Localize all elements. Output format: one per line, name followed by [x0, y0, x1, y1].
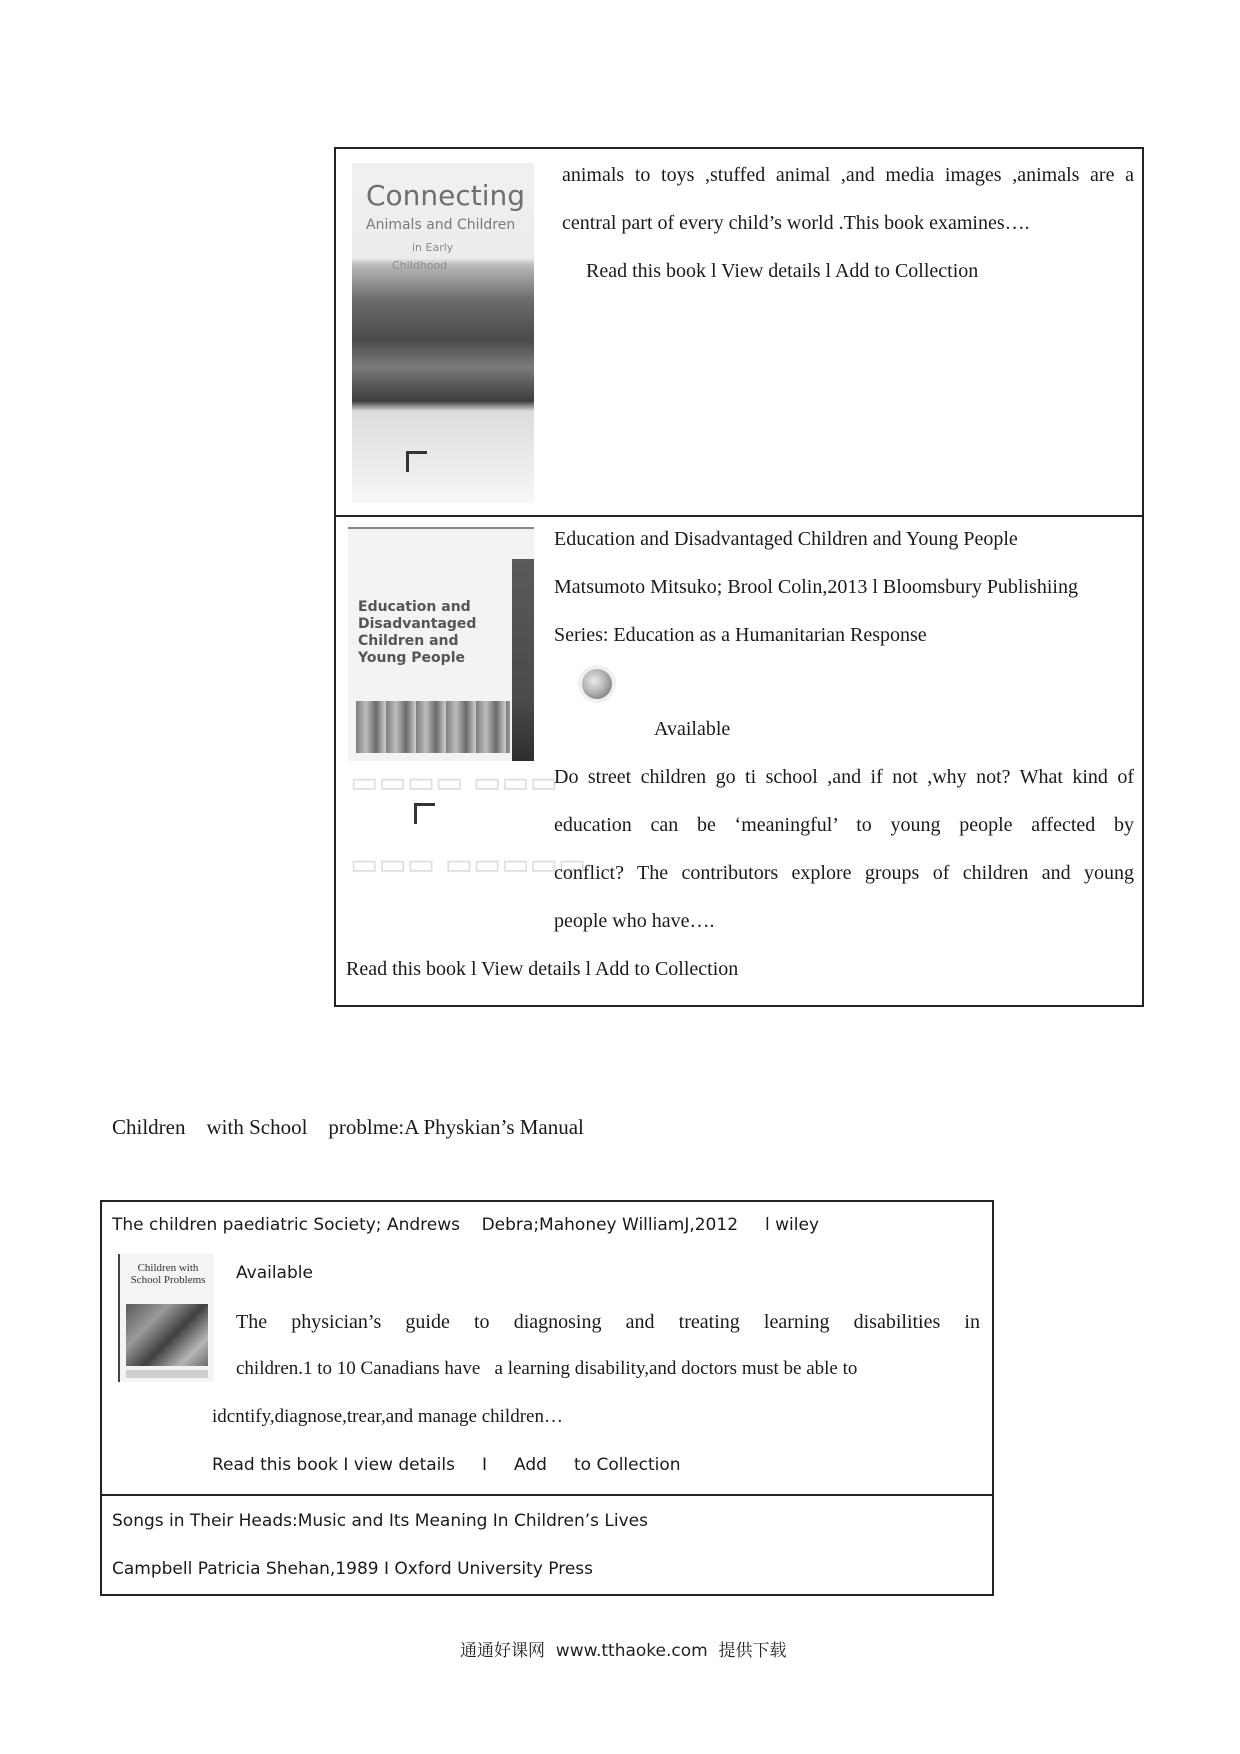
cover-spine	[512, 559, 534, 761]
faded-bleed-through: ▭▭▭ ▭▭▭▭▭	[350, 847, 587, 882]
book-cover-image[interactable]	[348, 527, 534, 761]
book-entry-songs-in-their-heads	[102, 1496, 992, 1594]
book-publisher-line: The children paediatric Society; Andrews Debra;Mahoney WilliamJ,2012 l wiley	[112, 1215, 820, 1235]
footer-download-credit: 通通好课网 www.tthaoke.com 提供下载	[460, 1641, 787, 1661]
book-entry-connecting-animals	[336, 149, 1142, 517]
book-description-line: education can be ‘meaningful’ to young people affected by	[554, 814, 1134, 836]
book-entry-children-school-problems	[102, 1202, 992, 1496]
book-entry-education-disadvantaged	[336, 517, 1142, 1005]
book-actions-links[interactable]: Read this book l View details l Add to Collection	[586, 260, 979, 282]
book-list-table-2	[100, 1200, 994, 1596]
cover-subtitle: Animals and Children	[366, 217, 516, 233]
book-description-line: Do street children go ti school ,and if not ,why not? What kind of	[554, 766, 1134, 788]
cover-title: Children with School Problems	[130, 1262, 206, 1286]
cover-photo	[126, 1304, 208, 1366]
book-description-line: conflict? The contributors explore groups of children and young	[554, 862, 1134, 884]
book-description-line: children.1 to 10 Canadians have a learning disability,and doctors must be able to	[236, 1358, 858, 1379]
book-list-table	[334, 147, 1144, 1007]
corner-mark-icon	[414, 803, 435, 824]
availability-status: Available	[236, 1263, 313, 1283]
cover-photos	[356, 701, 510, 753]
book-authors: Matsumoto Mitsuko; Brool Colin,2013 l Bloomsbury Publishiing	[554, 576, 1078, 598]
book-title[interactable]: Songs in Their Heads:Music and Its Meaning In Children’s Lives	[112, 1511, 648, 1531]
book-description-line: idcntify,diagnose,trear,and manage children…	[212, 1406, 563, 1427]
book-cover-image[interactable]	[118, 1254, 214, 1382]
book-title[interactable]: Education and Disadvantaged Children and Young People	[554, 528, 1018, 550]
cover-title: Education and Disadvantaged Children and Young People	[358, 599, 477, 666]
cover-title: Connecting	[366, 179, 526, 212]
availability-status-icon	[582, 669, 612, 699]
book-cover-image[interactable]	[352, 163, 534, 503]
book-actions-links[interactable]: Read this book l View details l Add to Collection	[346, 958, 739, 980]
availability-status: Available	[654, 718, 731, 740]
book-description-line: animals to toys ,stuffed animal ,and media images ,animals are a	[562, 164, 1134, 186]
section-title: Children with School problme:A Physkian’s Manual	[112, 1115, 584, 1139]
book-description-line: central part of every child’s world .This book examines….	[562, 212, 1030, 234]
book-description-line: people who have….	[554, 910, 715, 932]
cover-strip	[126, 1370, 208, 1378]
cover-subtitle-line: Childhood	[392, 259, 448, 272]
faded-bleed-through: ▭▭▭▭ ▭▭▭	[350, 765, 558, 800]
book-series: Series: Education as a Humanitarian Response	[554, 624, 927, 646]
book-actions-links[interactable]: Read this book I view details I Add to Collection	[212, 1455, 681, 1475]
book-authors: Campbell Patricia Shehan,1989 I Oxford University Press	[112, 1559, 594, 1579]
corner-mark-icon	[406, 451, 427, 472]
cover-subtitle-line: in Early	[412, 241, 454, 254]
book-description-line: The physician’s guide to diagnosing and treating learning disabilities in	[236, 1311, 980, 1333]
